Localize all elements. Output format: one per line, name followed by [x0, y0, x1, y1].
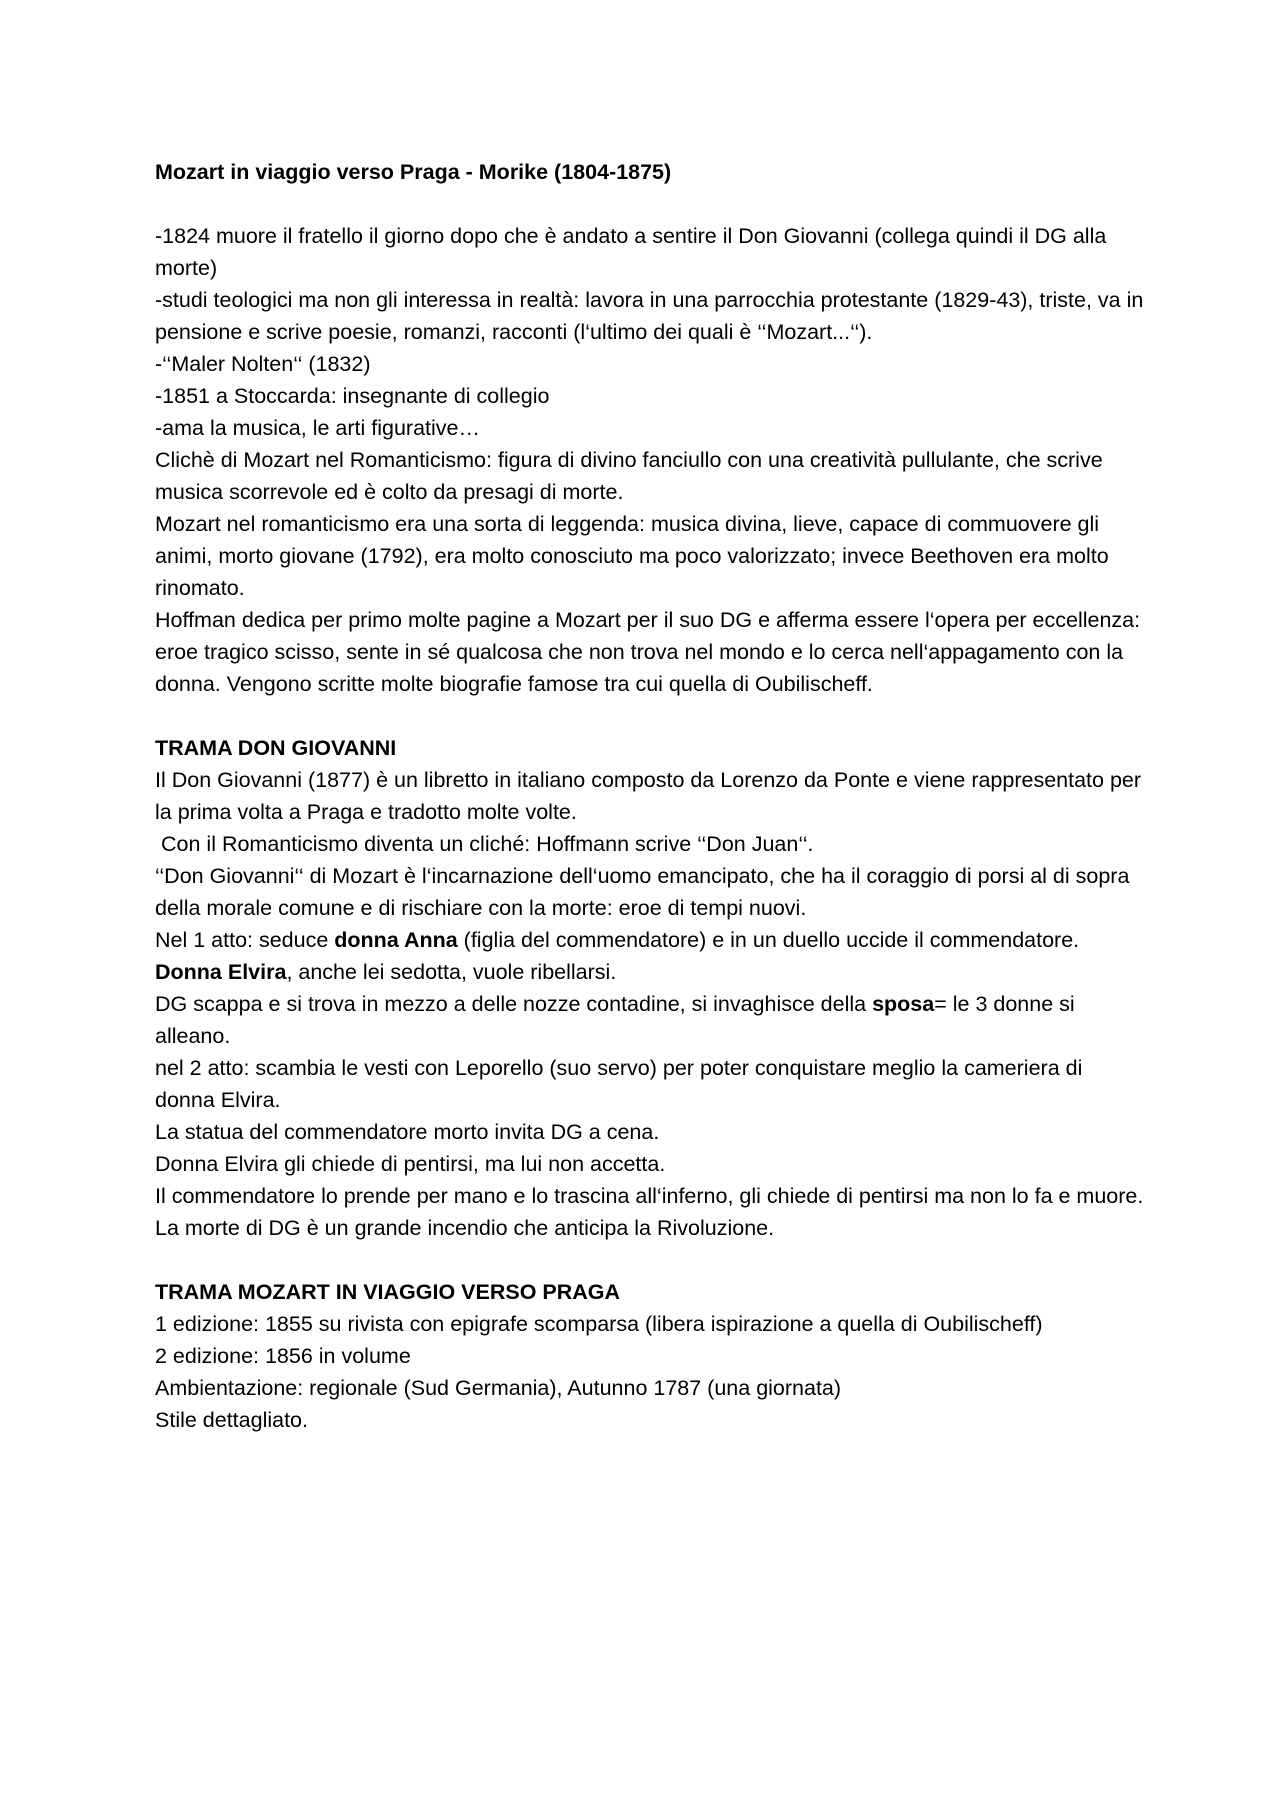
dg-p4-bold-donna-anna: donna Anna	[334, 928, 458, 952]
dg-paragraph-8: La statua del commendatore morto invita DG a cena.	[155, 1120, 660, 1144]
intro-paragraph-6: Clichè di Mozart nel Romanticismo: figura di divino fanciullo con una creatività pullulante, che scrive musica scorrevole ed è colto da presagi di morte.	[155, 448, 1103, 504]
intro-paragraph-4: -1851 a Stoccarda: insegnante di collegio	[155, 384, 550, 408]
intro-paragraph-1: -1824 muore il fratello il giorno dopo che è andato a sentire il Don Giovanni (collega quindi il DG alla morte)	[155, 224, 1107, 280]
spacer	[155, 700, 1145, 732]
mozart-paragraph-4: Stile dettagliato.	[155, 1408, 308, 1432]
spacer	[155, 1244, 1145, 1276]
dg-paragraph-10: Il commendatore lo prende per mano e lo trascina all‘inferno, gli chiede di pentirsi ma non lo fa e muore.	[155, 1184, 1144, 1208]
dg-paragraph-1: Il Don Giovanni (1877) è un libretto in italiano composto da Lorenzo da Ponte e viene rappresentato per la prima volta a Praga e tradotto molte volte.	[155, 768, 1142, 824]
mozart-paragraph-1: 1 edizione: 1855 su rivista con epigrafe scomparsa (libera ispirazione a quella di Oubilischeff)	[155, 1312, 1043, 1336]
intro-paragraph-8: Hoffman dedica per primo molte pagine a Mozart per il suo DG e afferma essere l‘opera per eccellenza: eroe tragico scisso, sente in sé qualcosa che non trova nel mondo e lo cerca nell‘appagamento con la donna. Vengono scritte molte biografie famose tra cui quella di Oubilischeff.	[155, 608, 1141, 696]
dg-p6-text-a: DG scappa e si trova in mezzo a delle nozze contadine, si invaghisce della	[155, 992, 873, 1016]
intro-paragraph-2: -studi teologici ma non gli interessa in realtà: lavora in una parrocchia protestante (1829-43), triste, va in pensione e scrive poesie, romanzi, racconti (l‘ultimo dei quali è ‘‘Mozart...‘‘).	[155, 288, 1144, 344]
dg-paragraph-7: nel 2 atto: scambia le vesti con Leporello (suo servo) per poter conquistare meglio la cameriera di donna Elvira.	[155, 1056, 1083, 1112]
mozart-paragraph-3: Ambientazione: regionale (Sud Germania), Autunno 1787 (una giornata)	[155, 1376, 842, 1400]
dg-paragraph-11: La morte di DG è un grande incendio che anticipa la Rivoluzione.	[155, 1216, 775, 1240]
section-heading-don-giovanni: TRAMA DON GIOVANNI	[155, 736, 397, 760]
mozart-paragraph-2: 2 edizione: 1856 in volume	[155, 1344, 411, 1368]
dg-paragraph-3: ‘‘Don Giovanni‘‘ di Mozart è l‘incarnazione dell‘uomo emancipato, che ha il coraggio di porsi al di sopra della morale comune e di rischiare con la morte: eroe di tempi nuovi.	[155, 864, 1130, 920]
document-title: Mozart in viaggio verso Praga - Morike (1804-1875)	[155, 160, 672, 184]
dg-p4-text-a: Nel 1 atto: seduce	[155, 928, 335, 952]
intro-paragraph-3: -‘‘Maler Nolten‘‘ (1832)	[155, 352, 371, 376]
dg-paragraph-6	[155, 988, 1145, 1052]
dg-p6-text-c: = le 3 donne si alleano.	[155, 992, 1075, 1048]
dg-p6-bold-sposa: sposa	[872, 992, 935, 1016]
intro-paragraph-7: Mozart nel romanticismo era una sorta di leggenda: musica divina, lieve, capace di commuovere gli animi, morto giovane (1792), era molto conosciuto ma poco valorizzato; invece Beethoven era molto rinomato.	[155, 512, 1109, 600]
section-heading-mozart-praga: TRAMA MOZART IN VIAGGIO VERSO PRAGA	[155, 1280, 621, 1304]
dg-paragraph-9: Donna Elvira gli chiede di pentirsi, ma lui non accetta.	[155, 1152, 666, 1176]
document-page	[155, 156, 1145, 1436]
dg-p5-bold-donna-elvira: Donna Elvira	[155, 960, 287, 984]
dg-paragraph-2: Con il Romanticismo diventa un cliché: Hoffmann scrive ‘‘Don Juan‘‘.	[161, 832, 814, 856]
dg-paragraph-4	[155, 924, 1145, 956]
intro-paragraph-5: -ama la musica, le arti figurative…	[155, 416, 480, 440]
spacer	[155, 188, 1145, 220]
dg-p5-text-b: , anche lei sedotta, vuole ribellarsi.	[286, 960, 617, 984]
dg-p4-text-c: (figlia del commendatore) e in un duello uccide il commendatore.	[457, 928, 1080, 952]
dg-paragraph-5	[155, 956, 1145, 988]
